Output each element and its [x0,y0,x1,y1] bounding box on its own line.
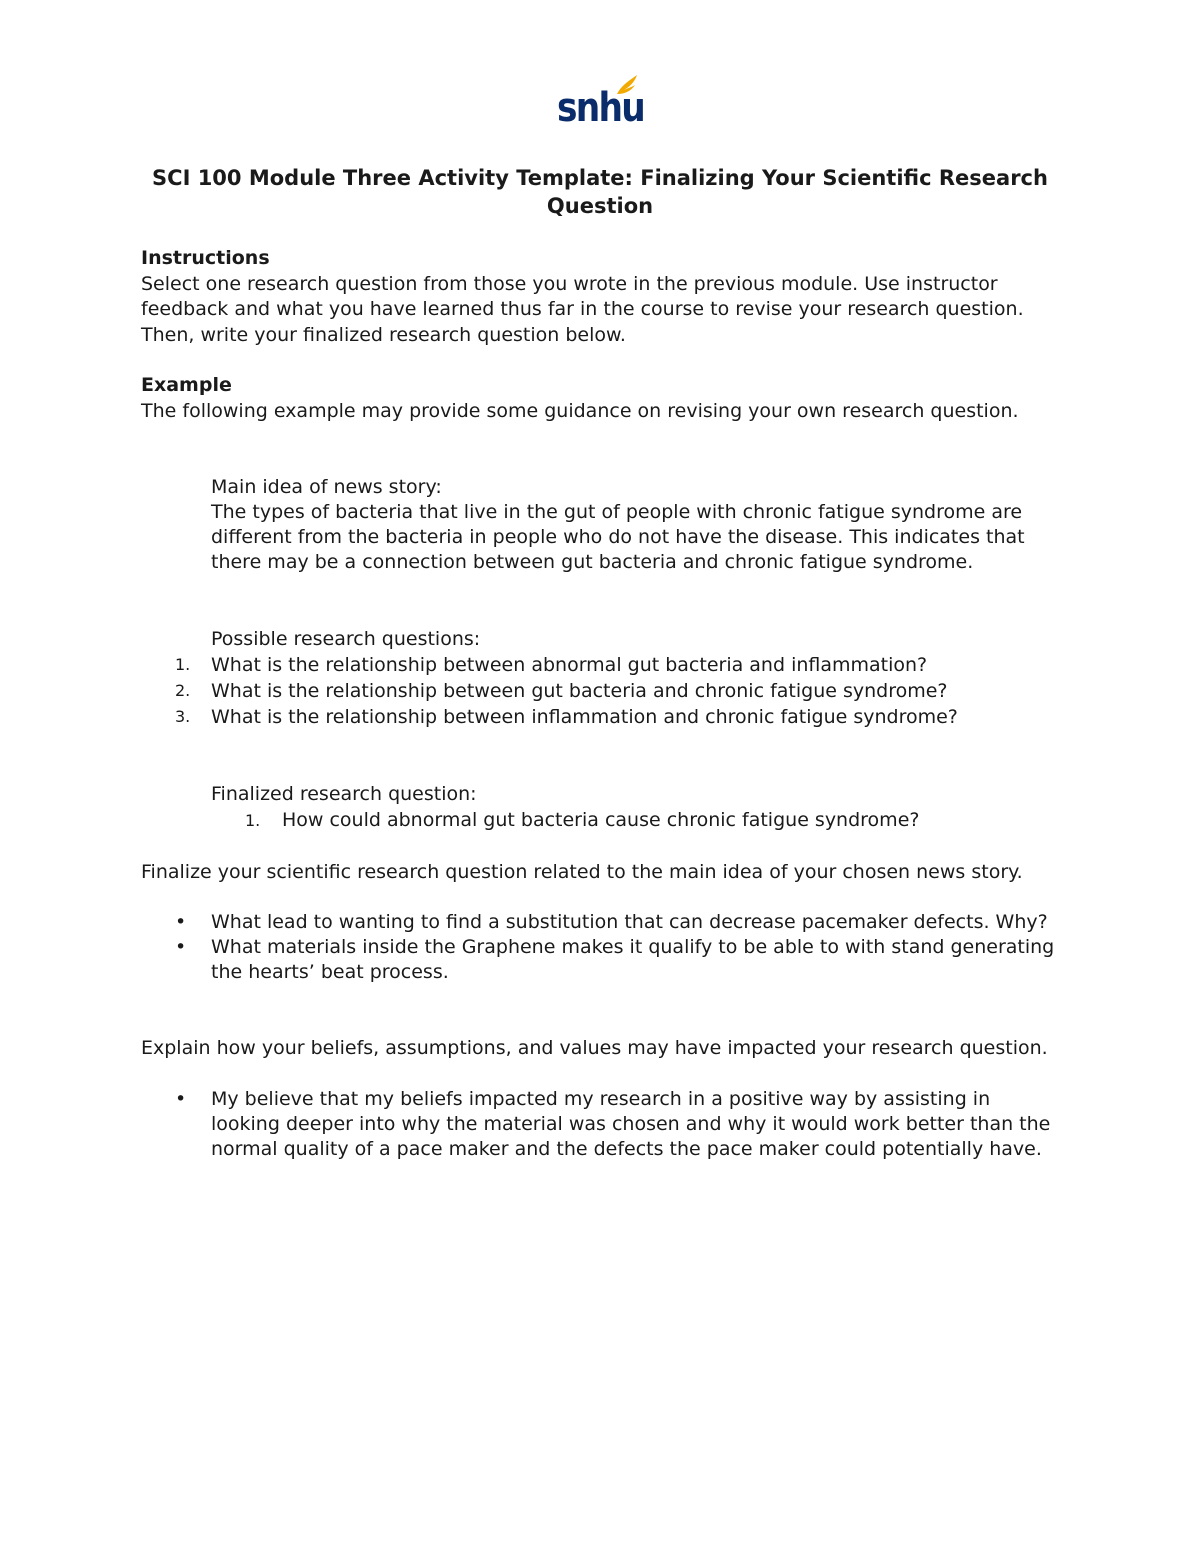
list-item [141,910,1059,935]
main-idea-text: The types of bacteria that live in the gut of people with chronic fatigue syndrome are different from the bacteria in people who do not have the disease. This indicates that there may be a connection between gut bacteria and chronic fatigue syndrome. [211,501,1025,573]
document-page [141,0,1059,1553]
explain-prompt: Explain how your beliefs, assumptions, and values may have impacted your research question. [141,1037,1048,1059]
possible-questions-list [141,652,1059,730]
finalize-answers-list [141,910,1059,985]
example-heading: Example [141,374,232,396]
list-item-text: What lead to wanting to find a substitution that can decrease pacemaker defects. Why? [211,911,1048,933]
list-number: 1. [175,655,191,674]
list-item-text: What materials inside the Graphene makes it qualify to be able to with stand generating the hearts’ beat process. [211,936,1055,983]
bullet-icon: • [175,1088,187,1110]
list-item [141,678,1059,704]
list-item-text: My believe that my beliefs impacted my research in a positive way by assisting in looking deeper into why the material was chosen and why it would work better than the normal quality of a pace maker and the defects the pace maker could potentially have. [211,1088,1051,1160]
explain-answers-list [141,1087,1059,1162]
finalized-question-label: Finalized research question: [211,783,477,805]
snhu-logo [557,74,645,134]
instructions-body: Select one research question from those you wrote in the previous module. Use instructor feedback and what you have learned thus far in the course to revise your research question. Then, write your finalized research question below. [141,272,1024,346]
page-title: SCI 100 Module Three Activity Template: Finalizing Your Scientific Research Question [152,166,1048,218]
list-item [141,652,1059,678]
bullet-icon: • [175,911,187,933]
list-number: 3. [175,707,191,726]
logo-wordmark: snhu [557,85,645,131]
list-item [141,935,1059,985]
list-item-text: What is the relationship between abnormal gut bacteria and inflammation? [211,654,928,676]
main-idea-label: Main idea of news story: [211,476,442,498]
example-section [141,373,1059,424]
finalized-question-text: How could abnormal gut bacteria cause chronic fatigue syndrome? [282,809,920,831]
list-number: 2. [175,681,191,700]
bullet-icon: • [175,936,187,958]
list-number: 1. [245,811,261,830]
finalized-question-item [245,808,1059,833]
list-item-text: What is the relationship between gut bacteria and chronic fatigue syndrome? [211,680,948,702]
finalize-prompt: Finalize your scientific research question related to the main idea of your chosen news story. [141,861,1023,883]
example-body: The following example may provide some guidance on revising your own research question. [141,399,1019,422]
list-item-text: What is the relationship between inflammation and chronic fatigue syndrome? [211,706,958,728]
instructions-heading: Instructions [141,247,270,269]
possible-questions-label: Possible research questions: [211,628,481,650]
instructions-section [141,246,1059,348]
list-item [141,704,1059,730]
list-item [141,1087,1059,1162]
